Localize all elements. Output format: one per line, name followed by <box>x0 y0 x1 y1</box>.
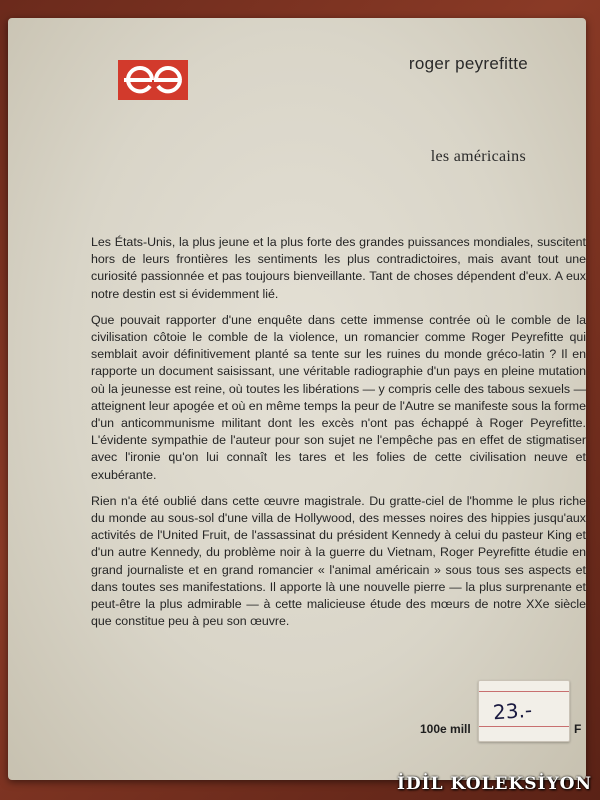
book-title: les américains <box>430 148 526 165</box>
watermark-text: İDİL KOLEKSİYON <box>396 774 592 794</box>
currency-label: F <box>574 722 582 736</box>
blurb-text <box>91 234 586 639</box>
blurb-paragraph-2: Que pouvait rapporter d'une enquête dans cette immense contrée où le comble de la civilisation côtoie le comble de la violence, un romancier comme Roger Peyrefitte qui semblait avoir définitivement planté sa tente sur les ruines du monde gréco-latin ? Il en rapporte un document saisissant, une véritable radiographie d'un pays en pleine mutation où la jeunesse est reine, où toutes les libérations — y compris celle des tabous sexuels — atteignent leur apogée et où en même temps la peur de l'Autre se manifeste sous la forme d'un anticommunisme militant dont les excès n'ont pas échappé à Roger Peyrefitte. L'évidente sympathie de l'auteur pour son sujet ne l'empêche pas en effet de stigmatiser avec l'ironie qu'on lui connaît les tares et les folies de cette civilisation neuve et exubérante. <box>91 312 586 482</box>
book-back-cover <box>8 18 586 780</box>
print-run-label: 100e mill <box>420 722 471 736</box>
publisher-logo-icon <box>118 60 188 100</box>
handwritten-price: 23.- <box>492 697 533 725</box>
sticker-line-bottom <box>479 726 569 727</box>
blurb-paragraph-3: Rien n'a été oublié dans cette œuvre magistrale. Du gratte-ciel de l'homme le plus riche du monde au sous-sol d'une villa de Hollywood, des messes noires des hippies jusqu'aux activités de l'United Fruit, de l'assassinat du président Kennedy à celui du pasteur King et d'un autre Kennedy, du problème noir à la guerre du Vietnam, Roger Peyrefitte étudie en grand journaliste et en grand romancier « l'animal américain » sous tous ses aspects et dans toutes ses manifestations. Il apporte là une nouvelle pierre — la plus surprenante et peut-être la plus admirable — à cette malicieuse étude des mœurs de notre XXe siècle que constitue peu à peu son œuvre. <box>91 493 586 629</box>
price-sticker <box>478 680 570 742</box>
author-name: roger peyrefitte <box>408 54 528 73</box>
blurb-paragraph-1: Les États-Unis, la plus jeune et la plus forte des grandes puissances mondiales, suscitent hors de leurs frontières les sentiments les plus contradictoires, mais avant tout une curiosité passionnée et pas toujours bienveillante. Tant de choses dépendent d'eux. A eux notre destin est si évidemment lié. <box>91 235 586 301</box>
sticker-line-top <box>479 691 569 692</box>
